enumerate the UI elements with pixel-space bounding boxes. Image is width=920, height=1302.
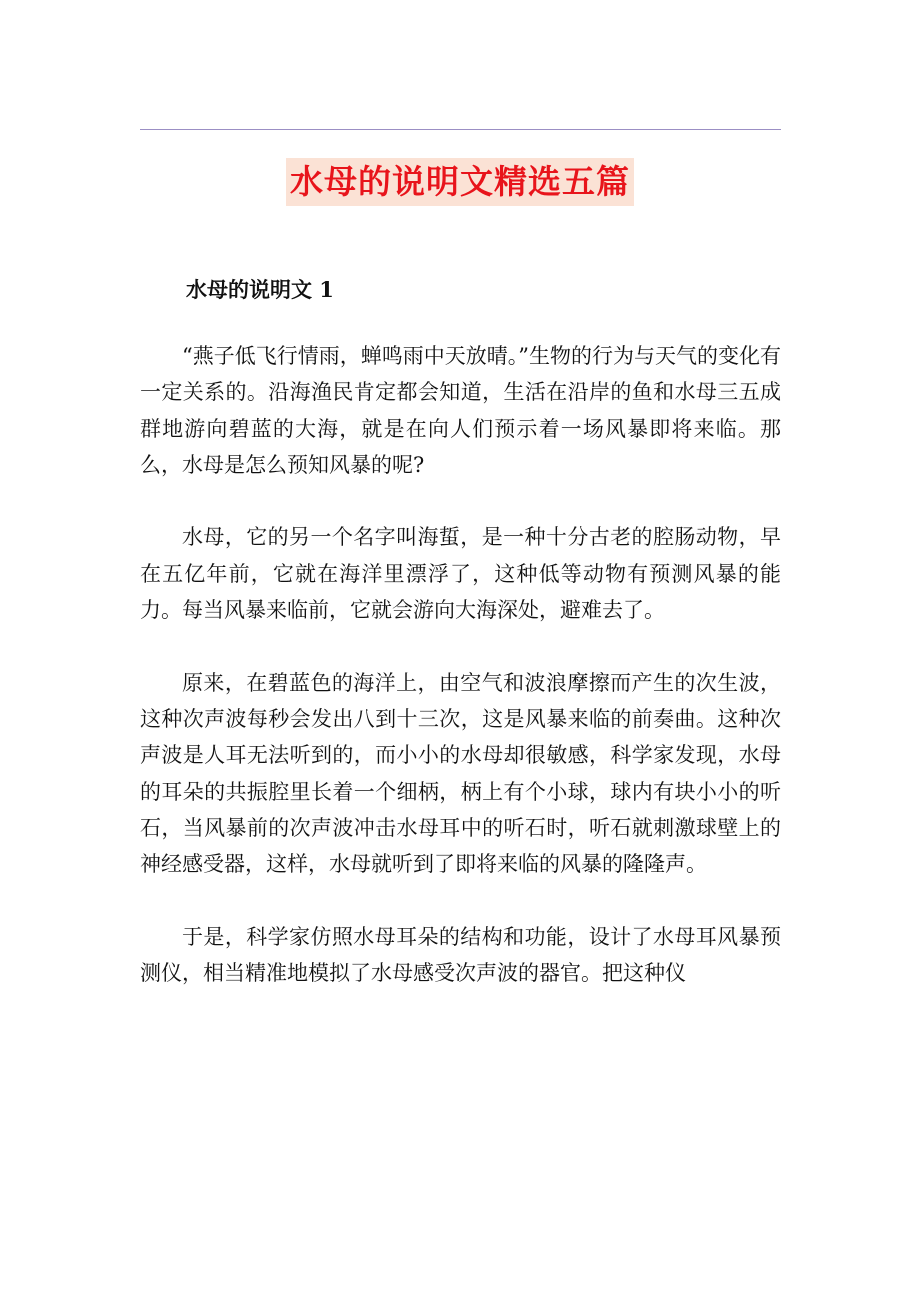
section-heading: 水母的说明文 1: [186, 277, 334, 302]
title-container: [0, 158, 920, 206]
paragraph-2: 水母，它的另一个名字叫海蜇，是一种十分古老的腔肠动物，早在五亿年前，它就在海洋里漂浮了，这种低等动物有预测风暴的能力。每当风暴来临前，它就会游向大海深处，避难去了。: [140, 525, 781, 623]
header-rule: [140, 129, 781, 130]
paragraph-4: 于是，科学家仿照水母耳朵的结构和功能，设计了水母耳风暴预测仪，相当精准地模拟了水母感受次声波的器官。把这种仪: [140, 924, 781, 986]
paragraph-1: “燕子低飞行情雨，蝉鸣雨中天放晴。”生物的行为与天气的变化有一定关系的。沿海渔民肯定都会知道，生活在沿岸的鱼和水母三五成群地游向碧蓝的大海，就是在向人们预示着一场风暴即将来临。那么，水母是怎么预知风暴的呢?: [140, 344, 781, 477]
body-text: [140, 338, 781, 991]
paragraph-3: 原来，在碧蓝色的海洋上，由空气和波浪摩擦而产生的次生波，这种次声波每秒会发出八到十三次，这是风暴来临的前奏曲。这种次声波是人耳无法听到的，而小小的水母却很敏感，科学家发现，水母的耳朵的共振腔里长着一个细柄，柄上有个小球，球内有块小小的听石，当风暴前的次声波冲击水母耳中的听石时，听石就刺激球壁上的神经感受器，这样，水母就听到了即将来临的风暴的隆隆声。: [140, 670, 781, 877]
document-title: 水母的说明文精选五篇: [286, 158, 634, 206]
